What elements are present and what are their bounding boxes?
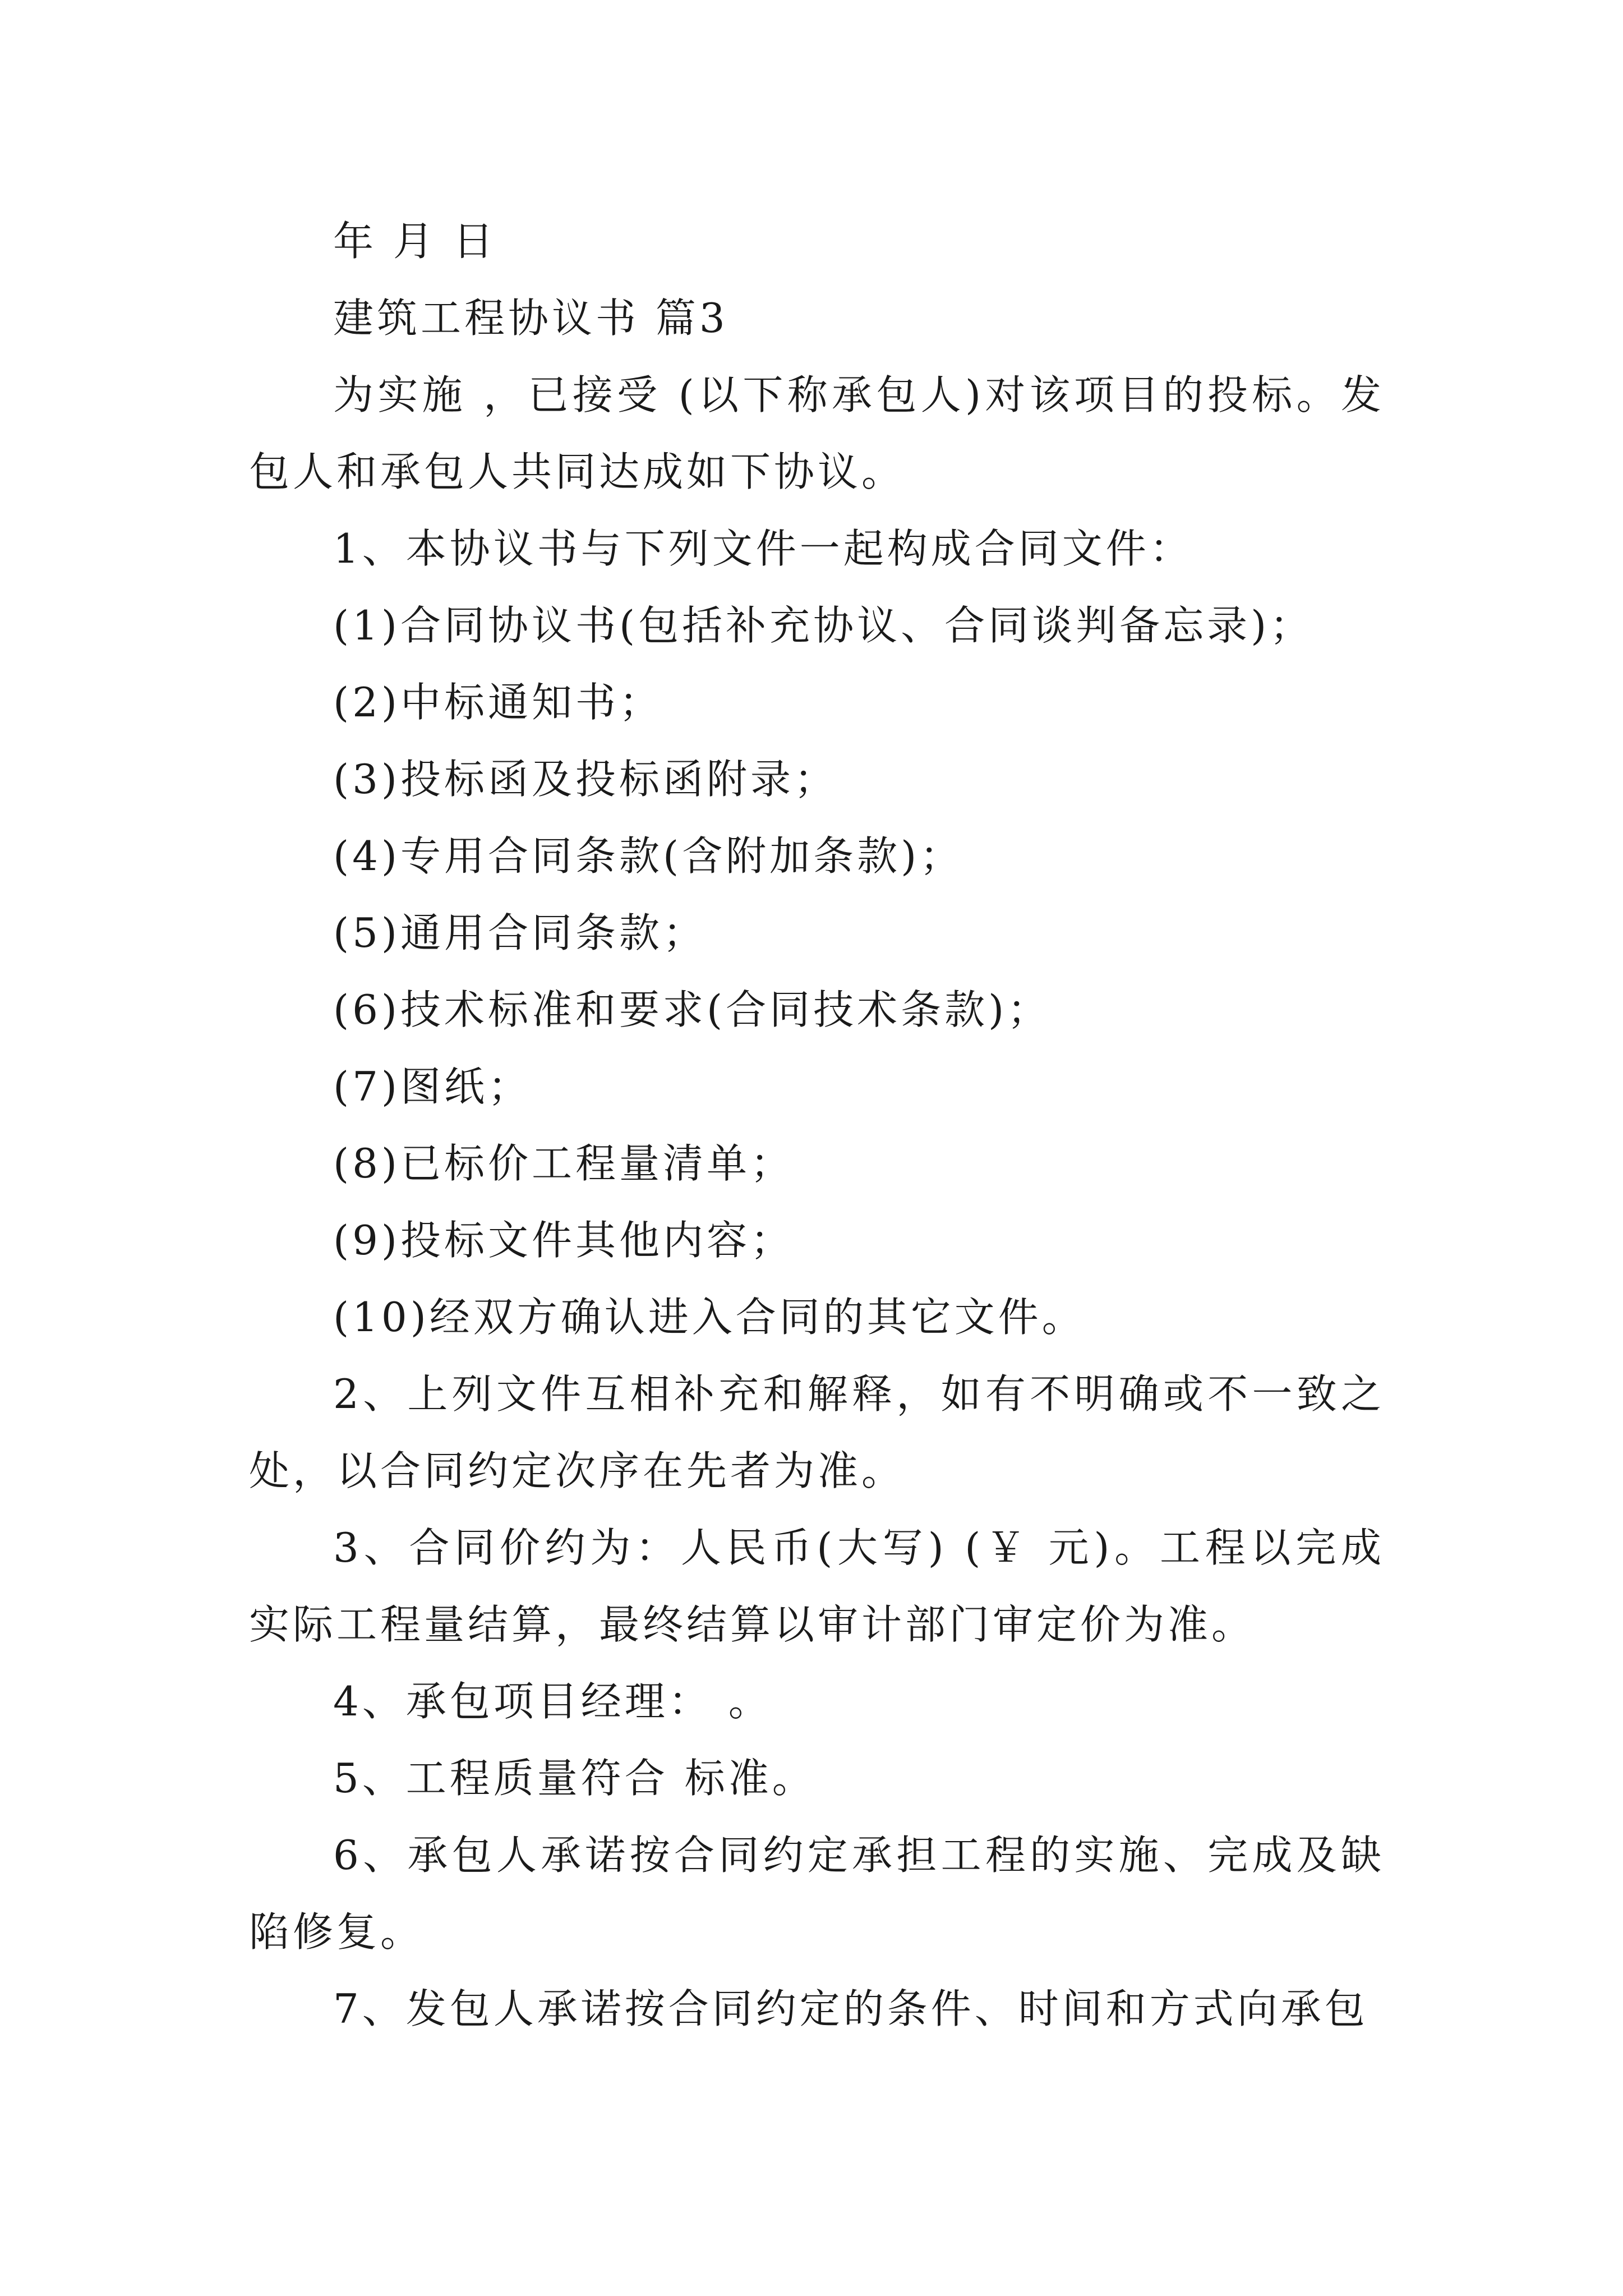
clause-3: 3、合同价约为：人民币(大写) (￥ 元)。工程以完成实际工程量结算，最终结算以审计部门审定价为准。: [249, 1524, 1385, 1648]
date-line: 年 月 日: [333, 218, 497, 265]
clause-7: 7、发包人承诺按合同约定的条件、时间和方式向承包: [333, 1985, 1368, 2032]
document-list-item: (7)图纸；: [333, 1063, 532, 1110]
document-list-item: (2)中标通知书；: [333, 679, 663, 726]
document-list-item: (4)专用合同条款(含附加条款)；: [333, 832, 964, 880]
intro-paragraph: 为实施 ，已接受 (以下称承包人)对该项目的投标。发包人和承包人共同达成如下协议。: [249, 371, 1385, 495]
document-body: [249, 203, 1385, 2047]
clause-4: 4、承包项目经理： 。: [333, 1678, 772, 1725]
section-heading: 建筑工程协议书 篇3: [333, 295, 728, 342]
document-list-item: (10)经双方确认进入合同的其它文件。: [333, 1294, 1086, 1341]
document-list-item: (9)投标文件其他内容；: [333, 1217, 794, 1264]
clause-1: 1、本协议书与下列文件一起构成合同文件：: [333, 525, 1193, 572]
document-list-item: (6)技术标准和要求(合同技术条款)；: [333, 986, 1052, 1033]
document-list-item: (5)通用合同条款；: [333, 909, 707, 956]
clause-2: 2、上列文件互相补充和解释，如有不明确或不一致之处，以合同约定次序在先者为准。: [249, 1370, 1385, 1494]
document-list-item: (1)合同协议书(包括补充协议、合同谈判备忘录)；: [333, 602, 1314, 649]
clause-5: 5、工程质量符合 标准。: [333, 1755, 816, 1802]
document-list-item: (3)投标函及投标函附录；: [333, 756, 838, 803]
document-list-item: (8)已标价工程量清单；: [333, 1140, 794, 1187]
clause-6: 6、承包人承诺按合同约定承担工程的实施、完成及缺陷修复。: [249, 1832, 1385, 1955]
